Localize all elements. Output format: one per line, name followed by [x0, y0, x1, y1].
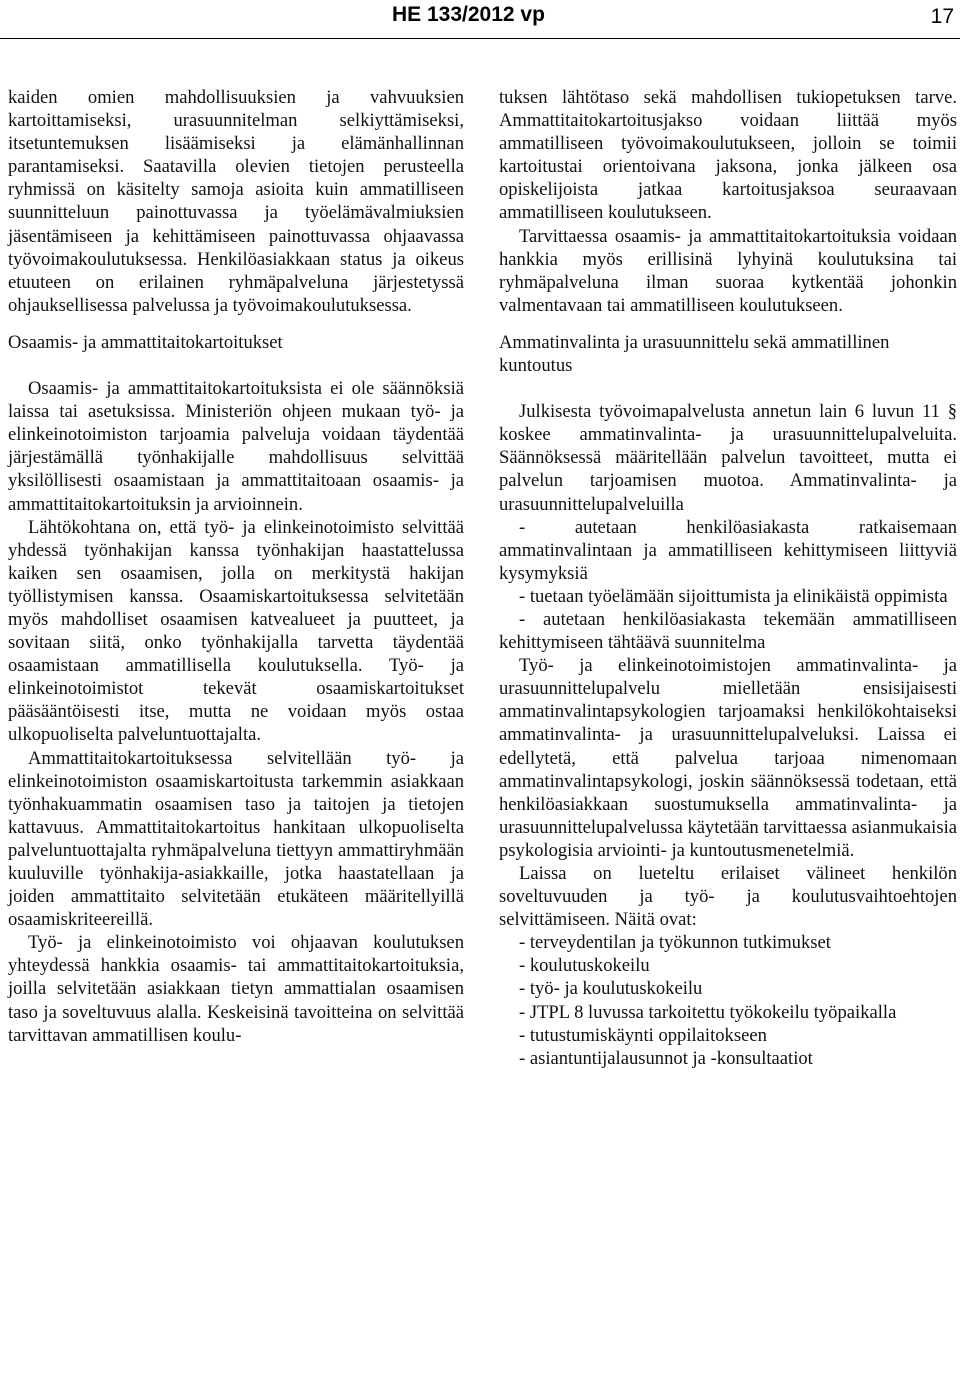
- list-item: - terveydentilan ja työkunnon tutkimukset: [519, 932, 831, 954]
- paragraph: Työ- ja elinkeinotoimisto voi ohjaavan koulutuksen yhteydessä hankkia osaamis- tai ammattitaitokartoituksia, joilla selvitetään asiakkaan tietyn ammattialan osaamisen taso ja soveltuvuus alalla. Keskeisinä tavoitteina on selvittää tarvittavan ammatillisen koulu-: [8, 932, 464, 1046]
- list-item: - autetaan henkilöasiakasta ratkaisemaan ammatinvalintaan ja ammatilliseen kehittymiseen liittyviä kysymyksiä: [499, 516, 957, 584]
- right-column: [499, 86, 957, 1070]
- paragraph: Osaamis- ja ammattitaitokartoituksista ei ole säännöksiä laissa tai asetuksissa. Ministeriön ohjeen mukaan työ- ja elinkeinotoimiston tarjoamia palveluja voidaan täydentää järjestämällä työnhakijalle mahdollisuus selvittää yksilöllisesti osaamistaan ja ammattitaitoaan osaamis- ja ammattitaitokartoituksin ja arvioinnein.: [8, 378, 464, 515]
- list-item: - JTPL 8 luvussa tarkoitettu työkokeilu työpaikalla: [519, 1001, 897, 1023]
- list-item: - asiantuntijalausunnot ja -konsultaatiot: [519, 1047, 813, 1069]
- section-heading: Ammatinvalinta ja urasuunnittelu sekä ammatillinen kuntoutus: [499, 331, 890, 377]
- section-heading: Osaamis- ja ammattitaitokartoitukset: [8, 331, 283, 353]
- list-item: - koulutuskokeilu: [519, 955, 650, 977]
- paragraph: Julkisesta työvoimapalvelusta annetun lain 6 luvun 11 § koskee ammatinvalinta- ja urasuunnittelupalveluita. Säännöksessä määritellään palvelun tavoitteet, mutta ei palvelun tarjoamisen muotoa. Ammatinvalinta- ja urasuunnittelupalveluilla: [499, 401, 957, 515]
- paragraph: Tarvittaessa osaamis- ja ammattitaitokartoituksia voidaan hankkia myös erillisinä lyhyinä koulutuksina tai ryhmäpalveluna ilman suoraa kytkentää johonkin valmentavaan tai ammatilliseen koulutukseen.: [499, 225, 957, 316]
- paragraph: Laissa on lueteltu erilaiset välineet henkilön soveltuvuuden ja työ- ja koulutusvaihtoehtojen selvittämiseen. Näitä ovat:: [499, 863, 957, 931]
- header-rule: [0, 38, 960, 39]
- page-header: [0, 0, 960, 40]
- paragraph: Työ- ja elinkeinotoimistojen ammatinvalinta- ja urasuunnittelupalvelu mielletään ensisijaisesti ammatinvalintapsykologien tarjoamaksi henkilökohtaiseksi ammatinvalinta- ja urasuunnittelupalveluksi. Laissa ei edellytetä, että palvelua tarjoaa nimenomaan ammatinvalintapsykologi, joskin säännöksessä todetaan, että henkilöasiakkaan suostumuksella ammatinvalinta- ja urasuunnittelupalvelussa käytetään tarvittaessa asianmukaisia psykologisia arviointi- ja kuntoutusmenetelmiä.: [499, 655, 957, 861]
- list-item: - autetaan henkilöasiakasta tekemään ammatilliseen kehittymiseen tähtäävä suunnitelma: [499, 608, 957, 654]
- paragraph: tuksen lähtötaso sekä mahdollisen tukiopetuksen tarve. Ammattitaitokartoitusjakso voidaan liittää myös ammatilliseen työvoimakoulutukseen, jolloin se toimii kartoitustai orientoivana jaksona, jonka jälkeen osa opiskelijoista jatkaa kartoitusjaksoa seuraavaan ammatilliseen koulutukseen.: [499, 87, 957, 224]
- document-id: HE 133/2012 vp: [392, 3, 545, 26]
- list-item: - tuetaan työelämään sijoittumista ja elinikäistä oppimista: [519, 585, 948, 607]
- list-item: - työ- ja koulutuskokeilu: [519, 978, 703, 1000]
- paragraph: Ammattitaitokartoituksessa selvitellään työ- ja elinkeinotoimiston osaamiskartoitusta tarkemmin asiakkaan työnhakuammatin osaamisen taso ja taitojen ja tietojen kattavuus. Ammattitaitokartoitus hankitaan ulkopuoliselta palveluntuottajalta ryhmäpalveluna tiettyyn ammattiryhmään kuuluville työnhakija-asiakkaille, jotka haastatellaan ja joiden ammattitaito selvitetään etukäteen määritellyillä osaamiskriteereillä.: [8, 747, 464, 931]
- paragraph: Lähtökohtana on, että työ- ja elinkeinotoimisto selvittää yhdessä työnhakijan kanssa työnhakijan haastattelussa kaiken sen osaamisen, jolla on merkitystä hakijan työllistymisen kanssa. Osaamiskartoituksessa selvitetään myös mahdolliset osaamisen katvealueet ja puutteet, ja sovitaan siitä, onko työnhakijalla tarvetta täydentää osaamistaan ammatillisella koulutuksella. Työ- ja elinkeinotoimistot tekevät osaamiskartoitukset pääsääntöisesti itse, mutta ne voidaan myös ostaa ulkopuoliselta palveluntuottajalta.: [8, 516, 464, 746]
- paragraph: kaiden omien mahdollisuuksien ja vahvuuksien kartoittamiseksi, urasuunnitelman selkiyttämiseksi, itsetuntemuksen lisäämiseksi ja elämänhallinnan parantamiseksi. Saatavilla olevien tietojen perusteella ryhmissä on käsitelty samoja asioita kuin ammatilliseen suunnitteluun painottuvassa ja työelämävalmiuksien jäsentämiseen ja kehittämiseen painottuvassa ohjaavassa työvoimakoulutuksessa. Henkilöasiakkaan status ja oikeus etuuteen on erilainen ryhmäpalveluna järjestetyssä ohjauksellisessa palvelussa ja työvoimakoulutuksessa.: [8, 87, 464, 316]
- left-column: [8, 86, 464, 1047]
- page-number: 17: [930, 5, 954, 28]
- list-item: - tutustumiskäynti oppilaitokseen: [519, 1024, 767, 1046]
